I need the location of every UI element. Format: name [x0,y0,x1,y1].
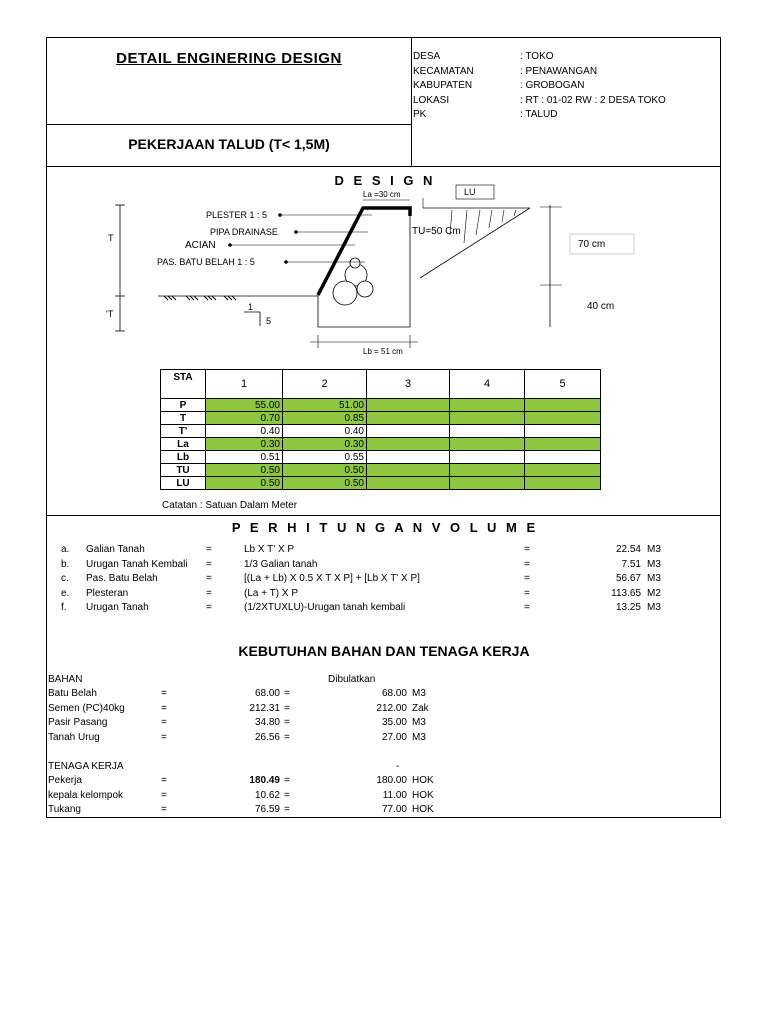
need-equals: = [284,804,290,815]
need-name: Pasir Pasang [48,717,108,728]
info-row-lokasi [413,95,713,110]
sta-cell [525,451,601,464]
design-heading: D E S I G N [334,173,436,188]
sta-cell [367,438,450,451]
info-label: KECAMATAN [413,65,474,77]
need-rounded: 11.00 [382,789,407,801]
need-equals: = [161,775,167,786]
la-label: La =30 cm [363,190,401,199]
sta-cell [450,477,525,490]
need-unit: Zak [412,702,429,714]
need-name: Tanah Urug [48,731,100,743]
design-bottom-line [46,515,721,516]
t-label: T [108,233,114,243]
volume-value: 7.51 [621,558,641,570]
sta-table-row [161,451,601,464]
pipa-leader-dot [294,230,298,234]
sta-cell [367,425,450,438]
sta-column-header: 5 [525,370,601,399]
need-unit: HOK [412,789,434,801]
sta-cell: 55.00 [206,399,283,412]
need-name: Tukang [48,804,81,815]
info-value: : PENAWANGAN [520,65,598,77]
need-equals: = [161,789,167,801]
sta-column-header: 4 [450,370,525,399]
sta-row-label: T [161,412,206,425]
sta-cell: 51.00 [283,399,367,412]
sta-cell [525,477,601,490]
info-row-kabupaten [413,80,713,95]
backfill-slope-line [420,208,530,278]
sta-column-header: 2 [283,370,367,399]
volume-letter: b. [61,558,70,570]
plester-label: PLESTER 1 : 5 [206,210,268,220]
need-rounded: 212.00 [376,702,407,714]
70cm-label: 70 cm [578,239,606,250]
volume-heading: P E R H I T U N G A N V O L U M E [231,520,539,535]
sta-cell [525,425,601,438]
volume-letter: e. [61,587,70,599]
volume-name: Urugan Tanah [86,602,149,613]
volume-value: 13.25 [615,602,641,613]
pipa-label: PIPA DRAINASE [210,227,278,237]
slope-ratio-five: 5 [266,316,272,326]
volume-value: 113.65 [611,587,641,599]
need-equals: = [161,804,167,815]
sta-cell: 0.70 [206,412,283,425]
need-value: 10.62 [254,789,280,801]
info-label: KABUPATEN [413,80,473,92]
sta-table-row [161,412,601,425]
need-rounded: 77.00 [381,804,407,815]
volume-unit: M2 [647,587,661,599]
sta-row-label: La [161,438,206,451]
need-equals: = [161,717,167,728]
t-prime-label: 'T [106,309,114,319]
need-unit: HOK [412,775,434,786]
tenaga-label: TENAGA KERJA [48,761,124,772]
need-name: Pekerja [48,775,82,786]
sta-cell [450,438,525,451]
sta-cell [367,464,450,477]
sta-cell [367,399,450,412]
sta-cell [367,412,450,425]
need-name: Batu Belah [48,688,97,699]
sta-table [160,369,601,490]
volume-equals: = [206,558,212,570]
need-value: 68.00 [254,688,280,699]
title-divider [46,124,412,125]
sta-cell: 0.30 [206,438,283,451]
need-equals: = [284,717,290,728]
sta-cell: 0.50 [206,464,283,477]
sta-cell: 0.50 [283,464,367,477]
need-rounded: 180.00 [376,775,407,786]
need-value: 26.56 [254,731,280,743]
volume-unit: M3 [647,573,661,584]
need-value: 212.31 [249,702,280,714]
sta-cell: 0.55 [283,451,367,464]
volume-formula: [(La + Lb) X 0.5 X T X P] + [Lb X T' X P] [244,573,420,584]
info-row-desa [413,51,713,66]
info-value: : TALUD [520,109,558,121]
need-equals: = [284,702,290,714]
info-label: LOKASI [413,94,450,106]
volume-equals: = [524,544,530,555]
volume-equals: = [206,573,212,584]
volume-letter: f. [61,602,67,613]
volume-unit: M3 [647,558,661,570]
ground-hatching [164,296,236,300]
need-unit: M3 [412,688,426,699]
need-rounded: 27.00 [381,731,407,743]
sta-table-row [161,438,601,451]
sta-table-row [161,477,601,490]
volume-equals: = [206,587,212,599]
volume-equals: = [524,587,530,599]
info-row-kecamatan [413,66,713,81]
40cm-label: 40 cm [587,301,615,312]
info-label: DESA [413,51,441,62]
need-equals: = [161,731,167,743]
sta-row-label: LU [161,477,206,490]
volume-formula: 1/3 Galian tanah [244,558,318,570]
slope-ratio-marker [244,312,260,326]
sta-cell [525,464,601,477]
sta-cell: 0.51 [206,451,283,464]
stone-fill [333,258,373,305]
need-unit: M3 [412,717,426,728]
need-equals: = [284,775,290,786]
sta-cell [450,464,525,477]
slope-ratio-one: 1 [248,302,254,312]
plester-leader-dot [278,213,282,217]
need-equals: = [284,731,290,743]
volume-unit: M3 [647,602,661,613]
sta-cell [450,451,525,464]
sta-table-header-row [161,370,601,399]
sta-row-label: Lb [161,451,206,464]
sta-column-header: 3 [367,370,450,399]
tu-label: TU=50 Cm [412,226,461,237]
sta-cell [525,438,601,451]
info-row-pk [413,109,713,124]
header-bottom-line [46,166,721,167]
sta-row-label: P [161,399,206,412]
need-equals: = [161,688,167,699]
sta-table-row [161,399,601,412]
need-equals: = [284,789,290,801]
work-subtitle: PEKERJAAN TALUD (T< 1,5M) [128,136,330,152]
acian-label: ACIAN [185,240,216,251]
volume-equals: = [206,602,212,613]
sta-cell [450,399,525,412]
volume-equals: = [524,558,530,570]
need-equals: = [161,702,167,714]
lb-label: Lb = 51 cm [363,347,403,356]
sta-cell: 0.30 [283,438,367,451]
sta-cell: 0.40 [283,425,367,438]
volume-equals: = [524,602,530,613]
volume-value: 22.54 [615,544,641,555]
sta-cell [525,412,601,425]
volume-equals: = [206,544,212,555]
volume-value: 56.67 [615,573,641,584]
sta-cell [525,399,601,412]
location-info [413,51,713,124]
needs-heading: KEBUTUHAN BAHAN DAN TENAGA KERJA [238,643,530,659]
need-name: kepala kelompok [48,789,124,801]
sta-row-label: TU [161,464,206,477]
need-unit: M3 [412,731,426,743]
info-value: : TOKO [520,51,554,62]
volume-name: Pas. Batu Belah [86,573,158,584]
need-value: 76.59 [254,804,280,815]
lu-label: LU [464,187,476,197]
acian-leader-dot [228,243,232,247]
need-unit: HOK [412,804,434,815]
info-value: : RT : 01-02 RW : 2 DESA TOKO [520,94,666,106]
sta-cell: 0.50 [283,477,367,490]
need-value: 180.49 [249,775,280,786]
volume-letter: a. [61,544,70,555]
sta-table-row [161,464,601,477]
need-name: Semen (PC)40kg [48,702,125,714]
need-value: 34.80 [254,717,280,728]
sta-cell [450,425,525,438]
sta-row-label: T' [161,425,206,438]
info-label: PK [413,109,427,121]
sta-column-header: 1 [206,370,283,399]
pas-batu-leader-dot [284,260,288,264]
bahan-label: BAHAN [48,674,83,685]
info-value: : GROBOGAN [520,80,585,92]
retaining-wall-cross-section [100,183,660,363]
rounded-label: Dibulatkan [328,674,376,685]
sta-table-note: Catatan : Satuan Dalam Meter [162,500,298,511]
need-equals: = [284,688,290,699]
volume-equals: = [524,573,530,584]
volume-name: Plesteran [86,587,129,599]
volume-formula: (1/2XTUXLU)-Urugan tanah kembali [244,602,406,613]
tenaga-dash: - [396,761,400,772]
document-title: DETAIL ENGINERING DESIGN [116,50,342,67]
volume-name: Galian Tanah [86,544,145,555]
sta-header-cell: STA [161,370,206,399]
volume-letter: c. [61,573,69,584]
sta-cell [367,477,450,490]
sta-cell: 0.50 [206,477,283,490]
sta-cell [450,412,525,425]
volume-name: Urugan Tanah Kembali [86,558,188,570]
volume-formula: (La + T) X P [244,587,299,599]
sta-cell: 0.40 [206,425,283,438]
sta-table-row [161,425,601,438]
need-rounded: 35.00 [381,717,407,728]
sta-cell: 0.85 [283,412,367,425]
sta-table-body [161,399,601,490]
volume-unit: M3 [647,544,661,555]
sta-cell [367,451,450,464]
need-rounded: 68.00 [381,688,407,699]
pas-batu-label: PAS. BATU BELAH 1 : 5 [157,257,255,267]
volume-formula: Lb X T' X P [244,544,295,555]
